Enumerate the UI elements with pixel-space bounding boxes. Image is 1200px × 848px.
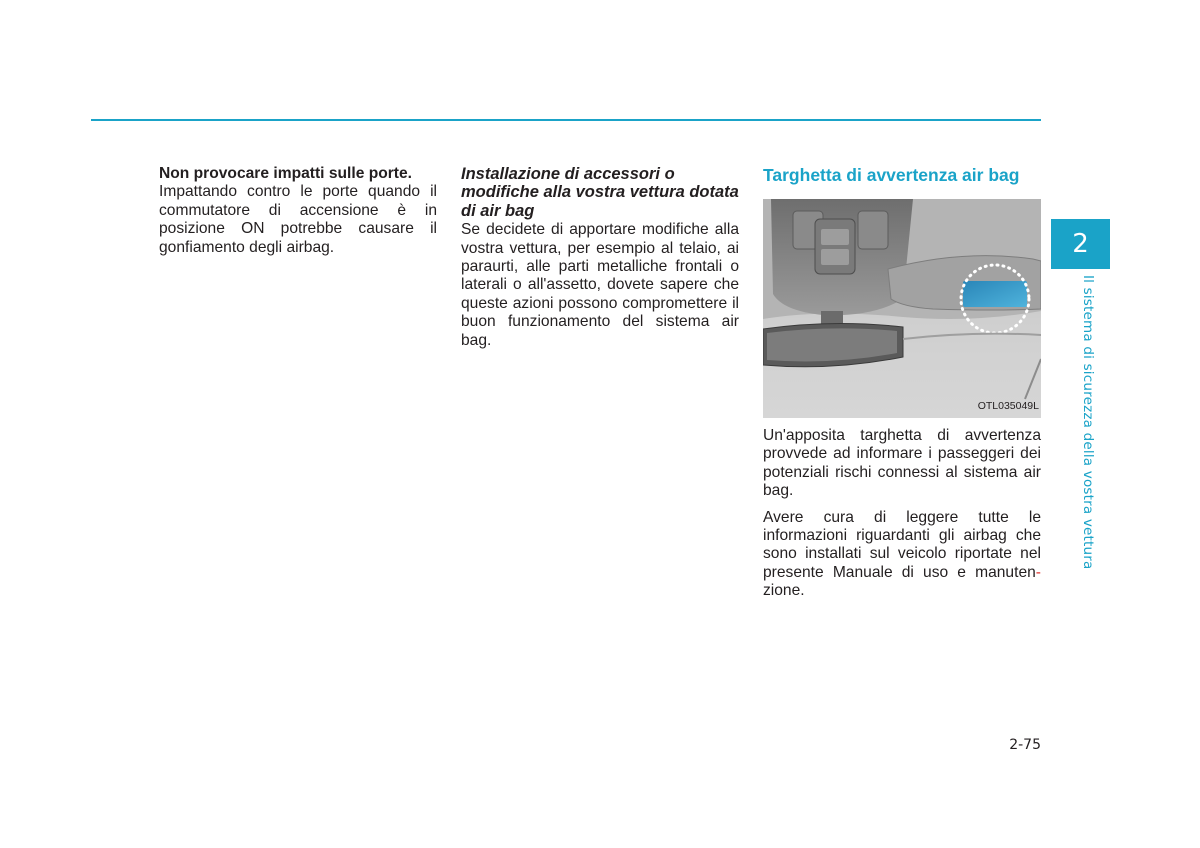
door-impact-lead: Non provocare impatti sulle porte.: [159, 165, 413, 182]
figure-code: OTL035049L: [977, 399, 1039, 412]
manual-reminder-end: zione.: [763, 582, 805, 600]
accessories-body: Se decidete di apportare modifiche alla vostra vettura, per esempio al telaio, ai paraurti, alle parti metalliche frontali o laterali o all'assetto, dovete sapere che queste azioni possono compromettere il buon funzionamento del sistema air bag.: [461, 221, 739, 349]
section-title: Targhetta di avvertenza air bag: [763, 165, 1020, 185]
page-number: 2-75: [1009, 737, 1041, 753]
accessories-subheading: Installazione di accessori o modifiche alla vostra vettura dotata di air bag: [461, 165, 739, 220]
manual-reminder: [763, 509, 1041, 601]
hyphen-mark: -: [1035, 563, 1041, 581]
column-3: [763, 165, 1041, 601]
column-2: [461, 165, 739, 350]
chapter-number: 2: [1072, 229, 1089, 259]
airbag-label-figure: [763, 199, 1041, 418]
chapter-title: Il sistema di sicurezza della vostra vettura: [1080, 275, 1096, 570]
column-1: [159, 165, 437, 257]
manual-reminder-text: Avere cura di leggere tutte le informazioni riguardanti gli airbag che sono installati sul veicolo riportate nel presente Manuale di uso e manuten: [763, 508, 1041, 581]
overhead-console-illustration: [763, 199, 1041, 418]
door-impact-body: Impattando contro le porte quando il commutatore di accensione è in posizione ON potrebbe causare il gonfiamento degli airbag.: [159, 183, 437, 256]
door-impact-paragraph: [159, 165, 437, 257]
header-rule: [91, 119, 1041, 121]
chapter-tab: [1051, 219, 1110, 269]
label-description: Un'apposita targhetta di avvertenza provvede ad informare i passeggeri dei potenziali rischi connessi al sistema air bag.: [763, 427, 1041, 500]
